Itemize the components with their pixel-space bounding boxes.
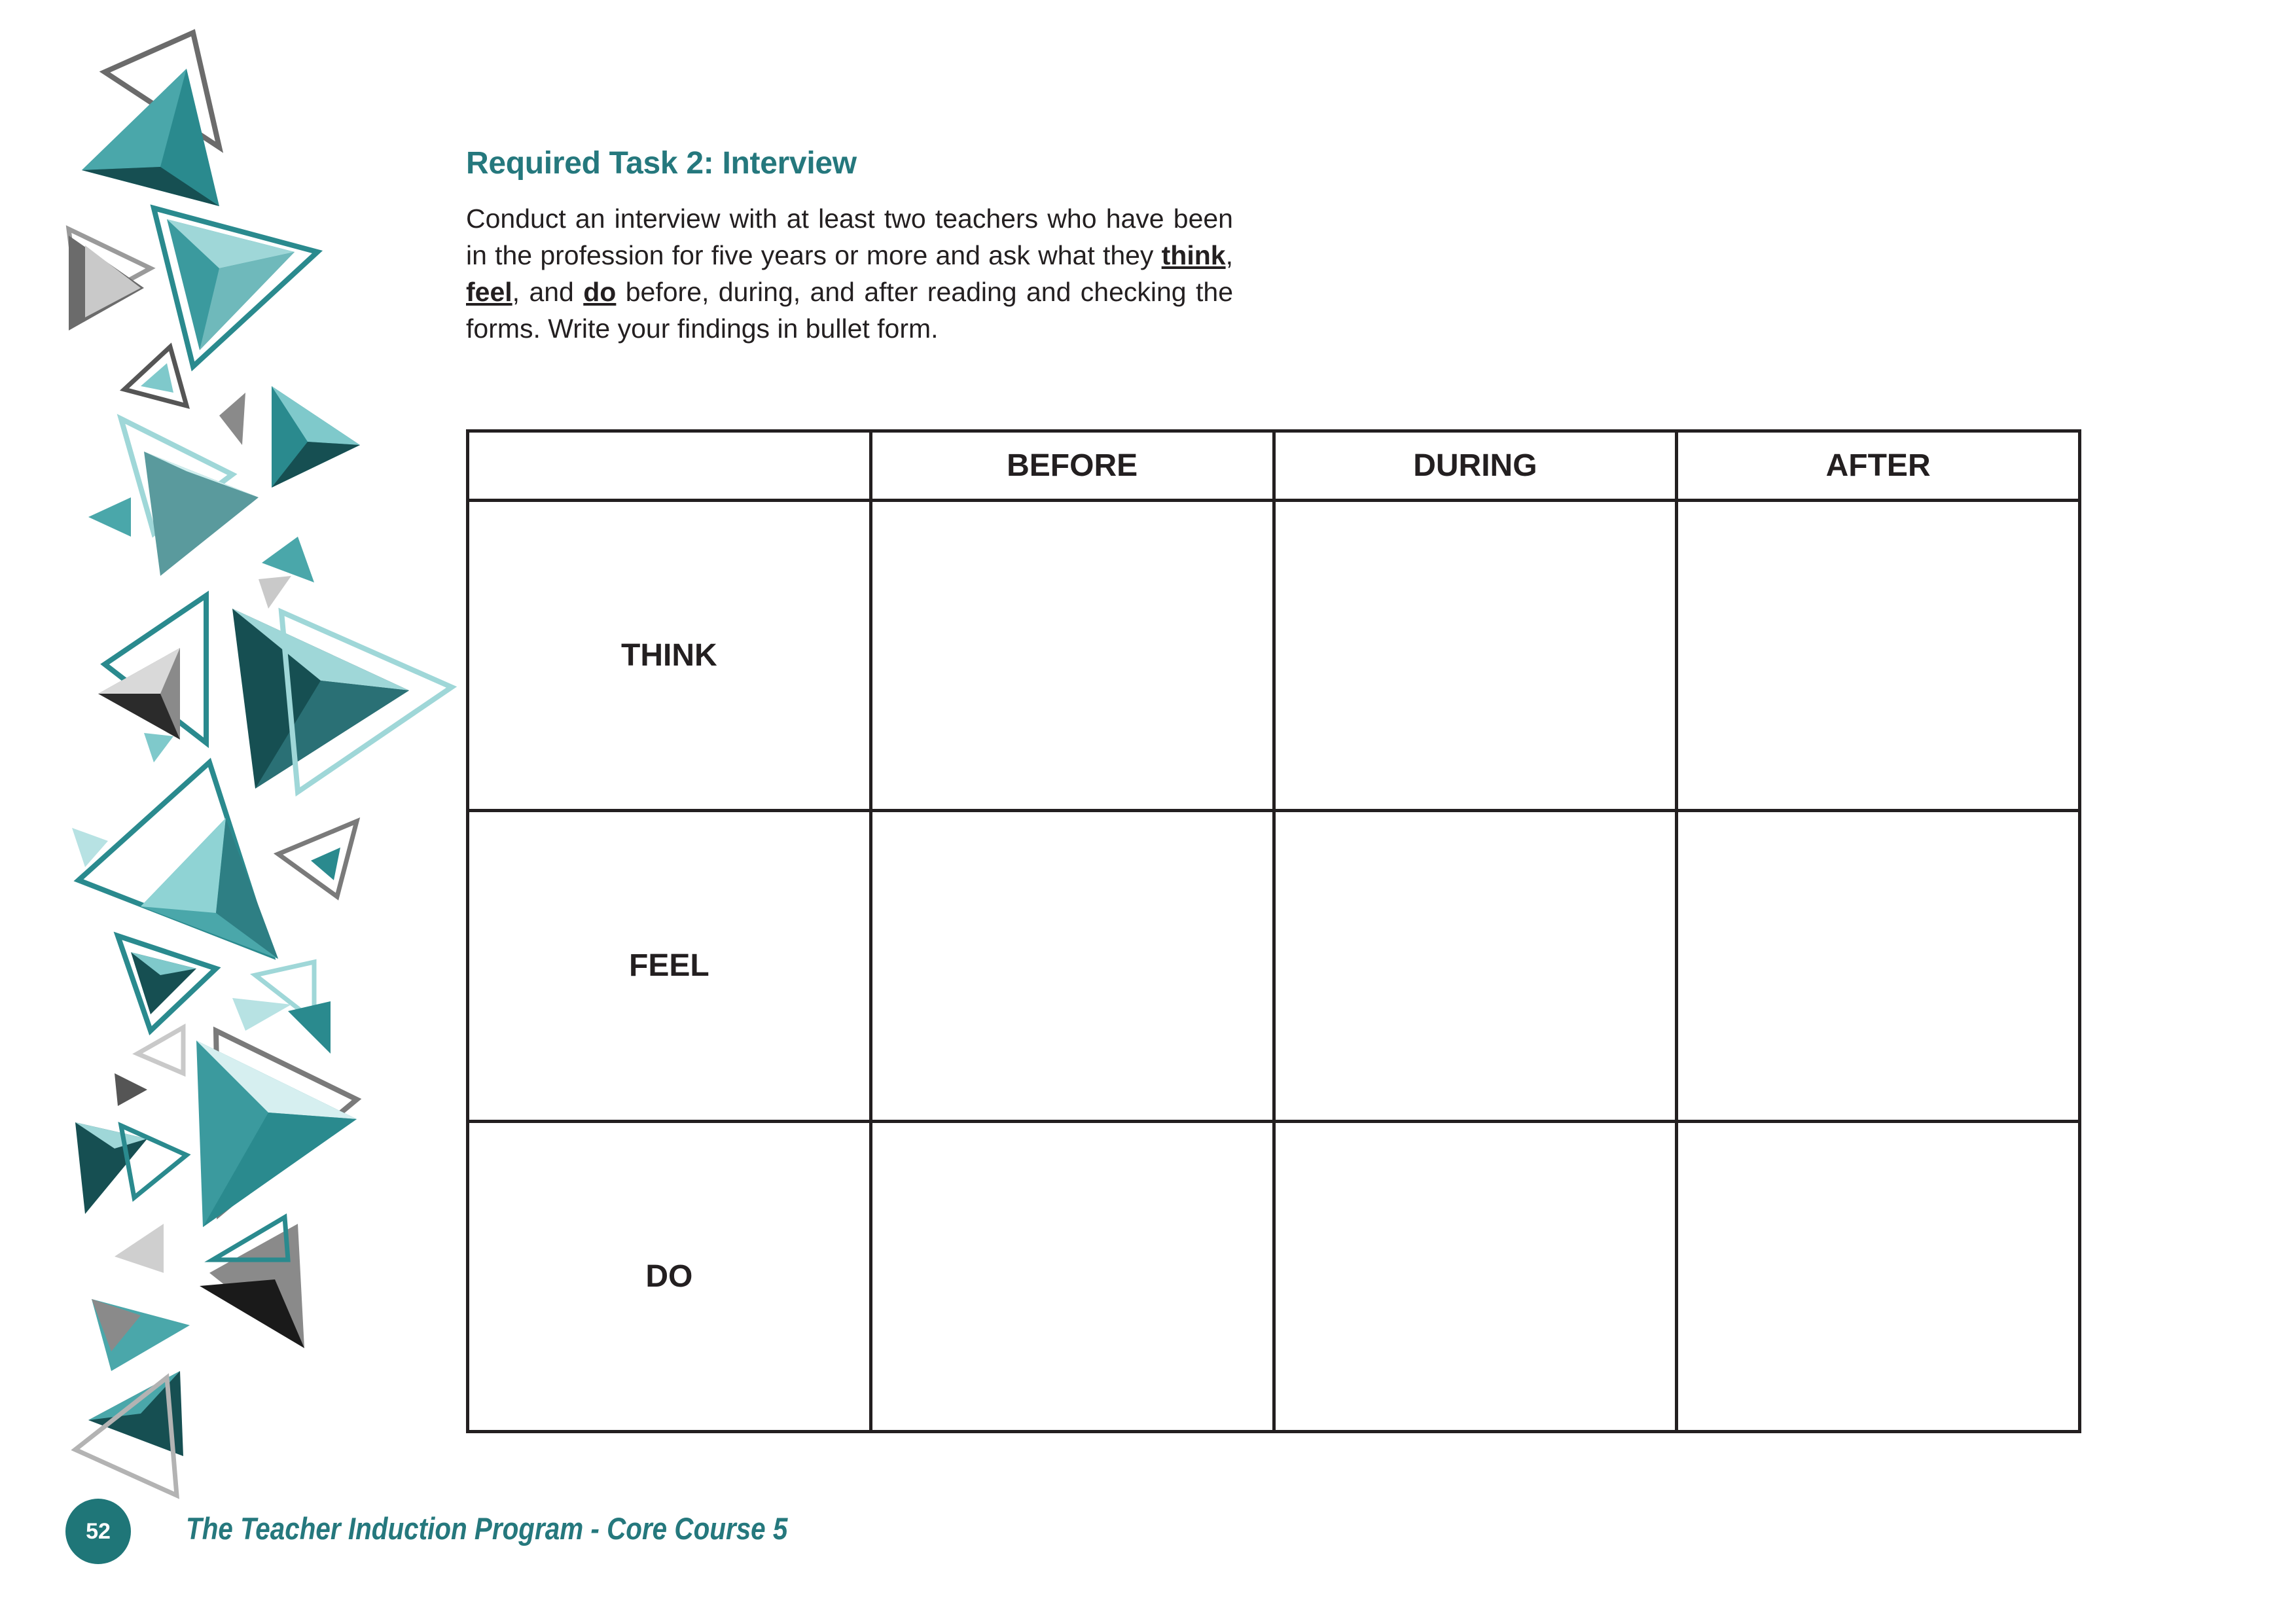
instructions-sep-2: , and — [512, 277, 584, 307]
task-instructions — [466, 200, 1233, 347]
instructions-sep-1: , — [1225, 240, 1233, 270]
instructions-text-2: before, during, and after reading and checking the forms. Write your findings in bullet form. — [466, 277, 1233, 344]
footer-program-title: The Teacher Induction Program - Core Course 5 — [186, 1511, 788, 1546]
triangle-decoration — [0, 0, 471, 1531]
row-label-think: THINK — [468, 500, 871, 810]
row-label-do: DO — [468, 1121, 871, 1431]
interview-table — [466, 429, 2081, 1433]
keyword-think: think — [1161, 240, 1226, 270]
cell-think-before[interactable] — [870, 500, 1274, 810]
cell-feel-after[interactable] — [1677, 811, 2080, 1121]
row-label-feel: FEEL — [468, 811, 871, 1121]
header-corner-cell — [468, 431, 871, 501]
table-row-do — [468, 1121, 2080, 1431]
column-header-after: AFTER — [1677, 431, 2080, 501]
page-number-badge: 52 — [65, 1499, 131, 1564]
cell-do-during[interactable] — [1274, 1121, 1677, 1431]
column-header-during: DURING — [1274, 431, 1677, 501]
cell-do-after[interactable] — [1677, 1121, 2080, 1431]
cell-feel-before[interactable] — [870, 811, 1274, 1121]
cell-feel-during[interactable] — [1274, 811, 1677, 1121]
keyword-feel: feel — [466, 277, 512, 307]
instructions-text-1: Conduct an interview with at least two teachers who have been in the profession for five years or more and ask what they — [466, 204, 1233, 270]
table-header-row — [468, 431, 2080, 501]
cell-do-before[interactable] — [870, 1121, 1274, 1431]
keyword-do: do — [583, 277, 617, 307]
cell-think-during[interactable] — [1274, 500, 1677, 810]
task-title: Required Task 2: Interview — [466, 146, 857, 181]
table-row-think — [468, 500, 2080, 810]
table-row-feel — [468, 811, 2080, 1121]
cell-think-after[interactable] — [1677, 500, 2080, 810]
column-header-before: BEFORE — [870, 431, 1274, 501]
